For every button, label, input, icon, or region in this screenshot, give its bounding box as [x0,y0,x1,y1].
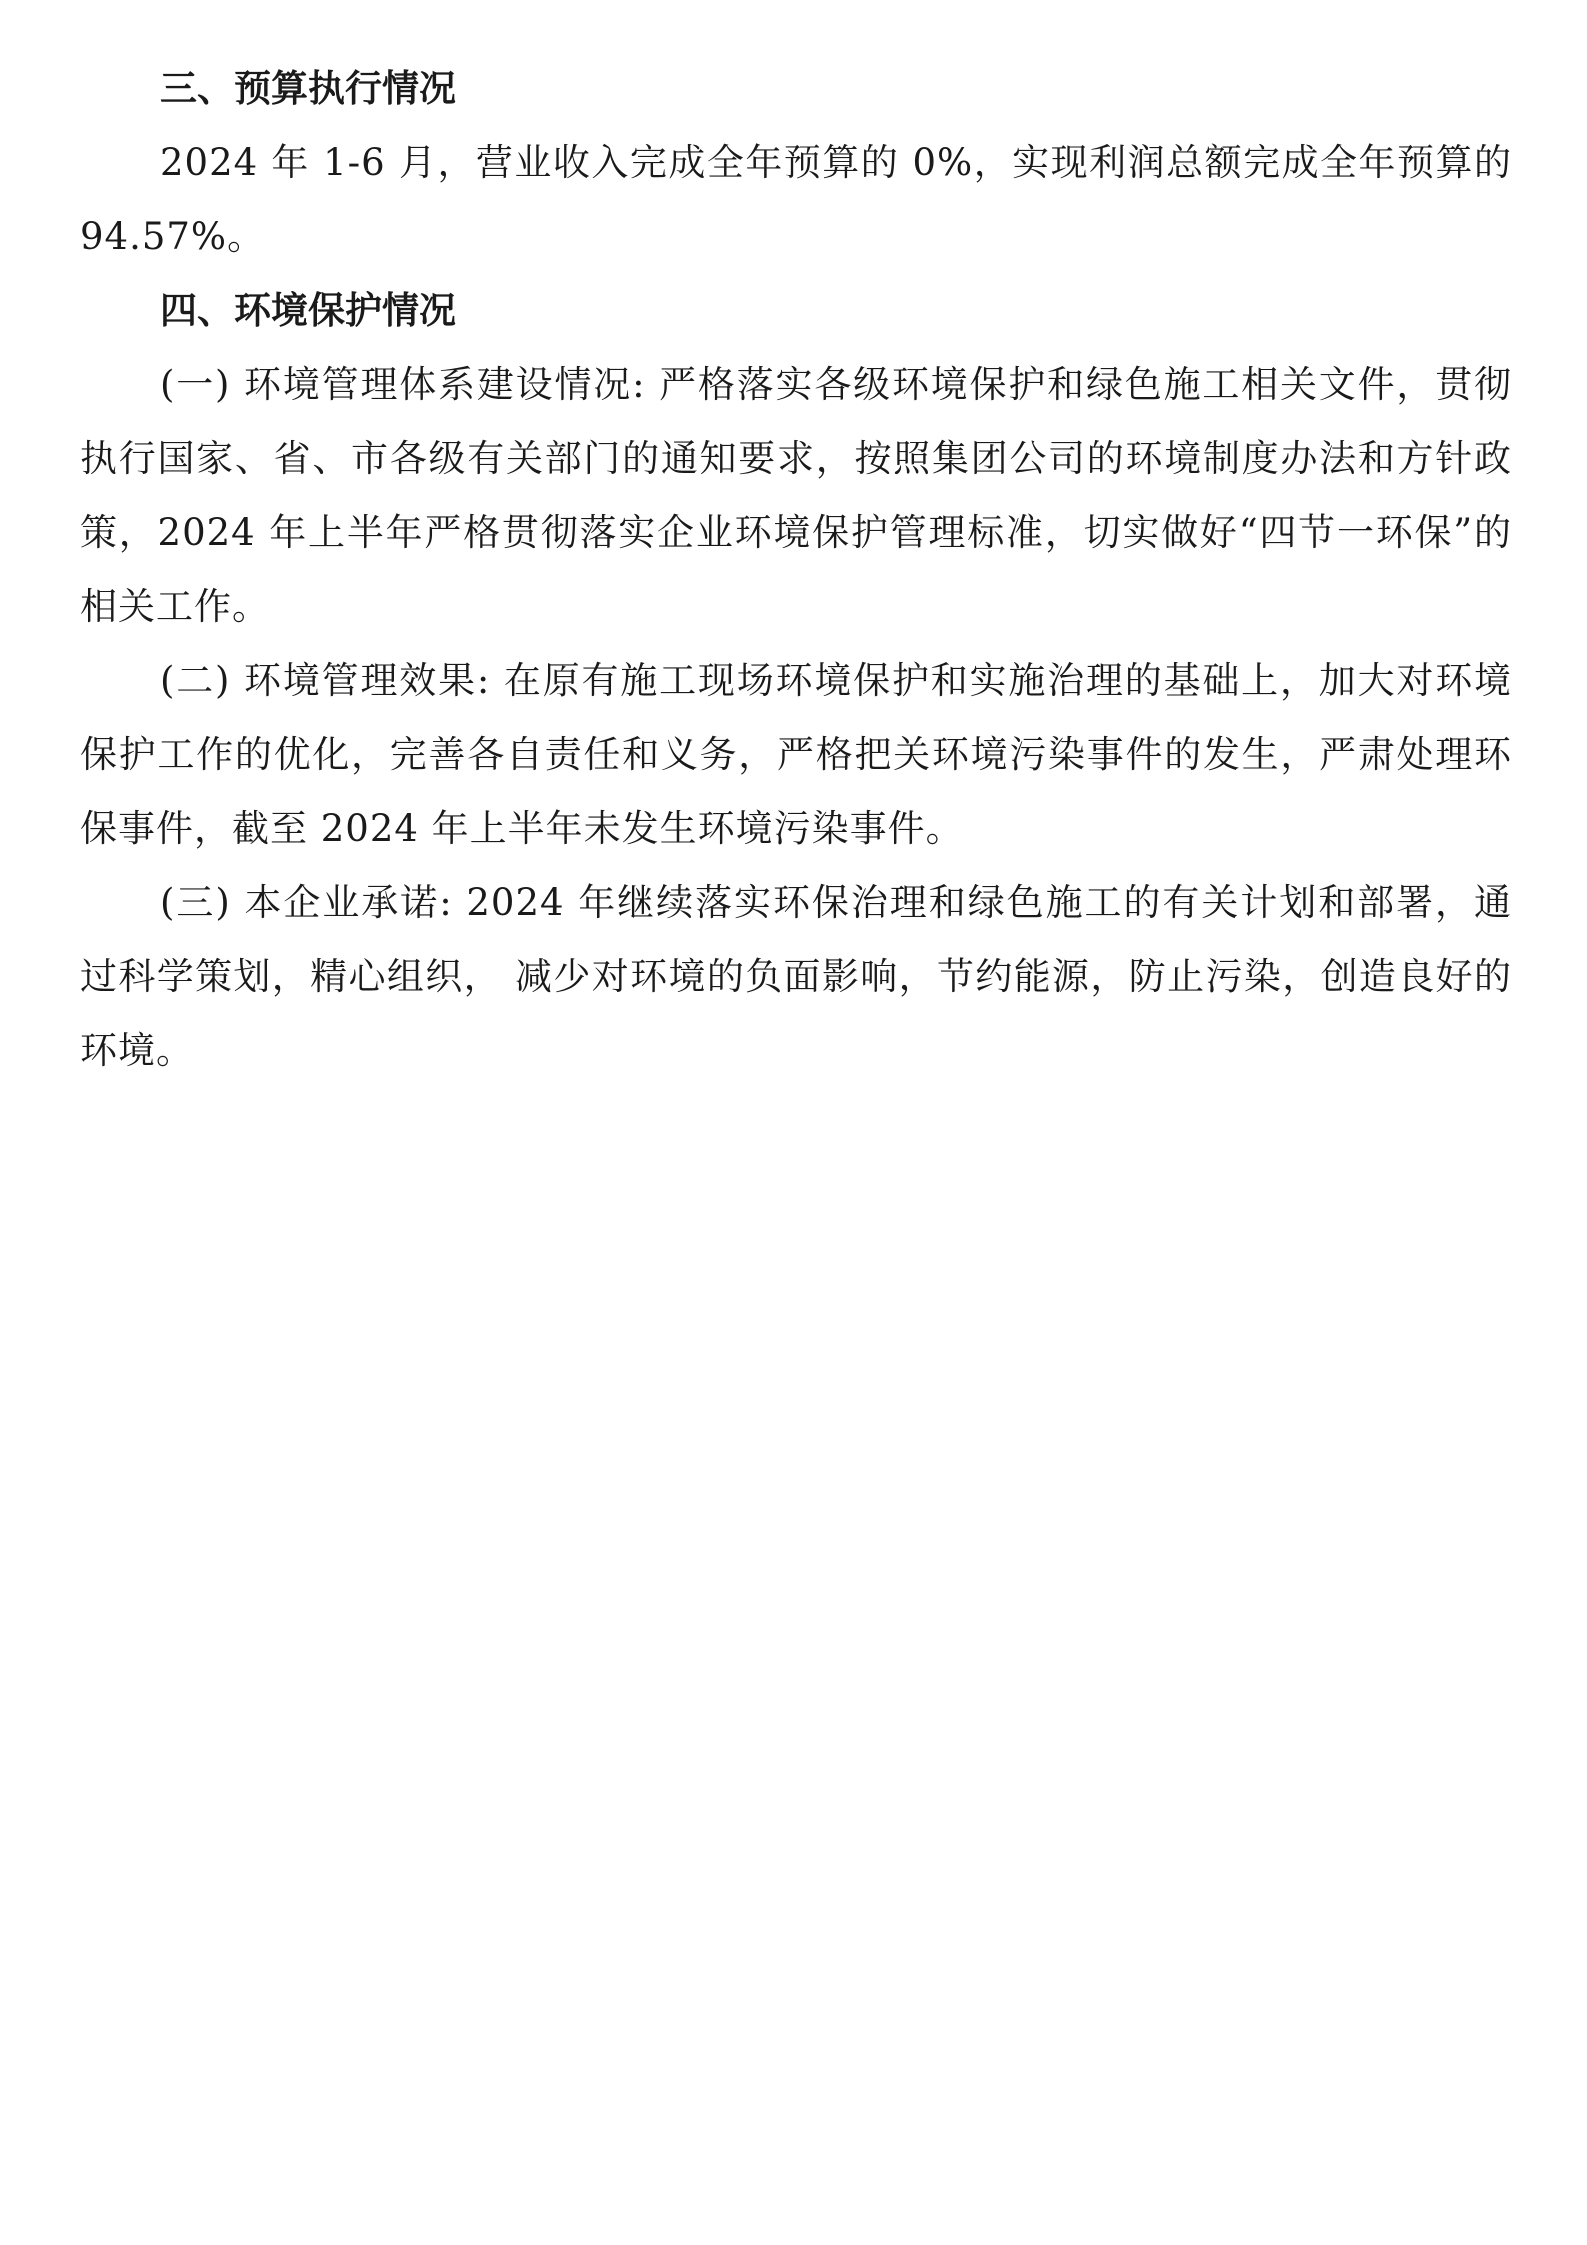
paragraph-environment-management-system: (一) 环境管理体系建设情况: 严格落实各级环境保护和绿色施工相关文件，贯彻执行国家、省、市各级有关部门的通知要求，按照集团公司的环境制度办法和方针政策，2024 年上半年严格贯彻落实企业环境保护管理标准，切实做好“四节一环保”的相关工作。 [80,363,1512,628]
paragraph-environment-management-effect: (二) 环境管理效果: 在原有施工现场环境保护和实施治理的基础上，加大对环境保护工作的优化，完善各自责任和义务，严格把关环境污染事件的发生，严肃处理环保事件，截至 2024 年上半年未发生环境污染事件。 [80,659,1512,850]
section-heading-environment: 四、环境保护情况 [160,289,456,332]
paragraph-enterprise-commitment: (三) 本企业承诺: 2024 年继续落实环保治理和绿色施工的有关计划和部署，通过科学策划，精心组织， 减少对环境的负面影响，节约能源，防止污染，创造良好的环境。 [80,881,1512,1072]
document-body [80,52,1512,1088]
paragraph-budget-execution: 2024 年 1-6 月，营业收入完成全年预算的 0%，实现利润总额完成全年预算的 94.57%。 [80,141,1512,258]
section-heading-budget: 三、预算执行情况 [160,67,456,110]
